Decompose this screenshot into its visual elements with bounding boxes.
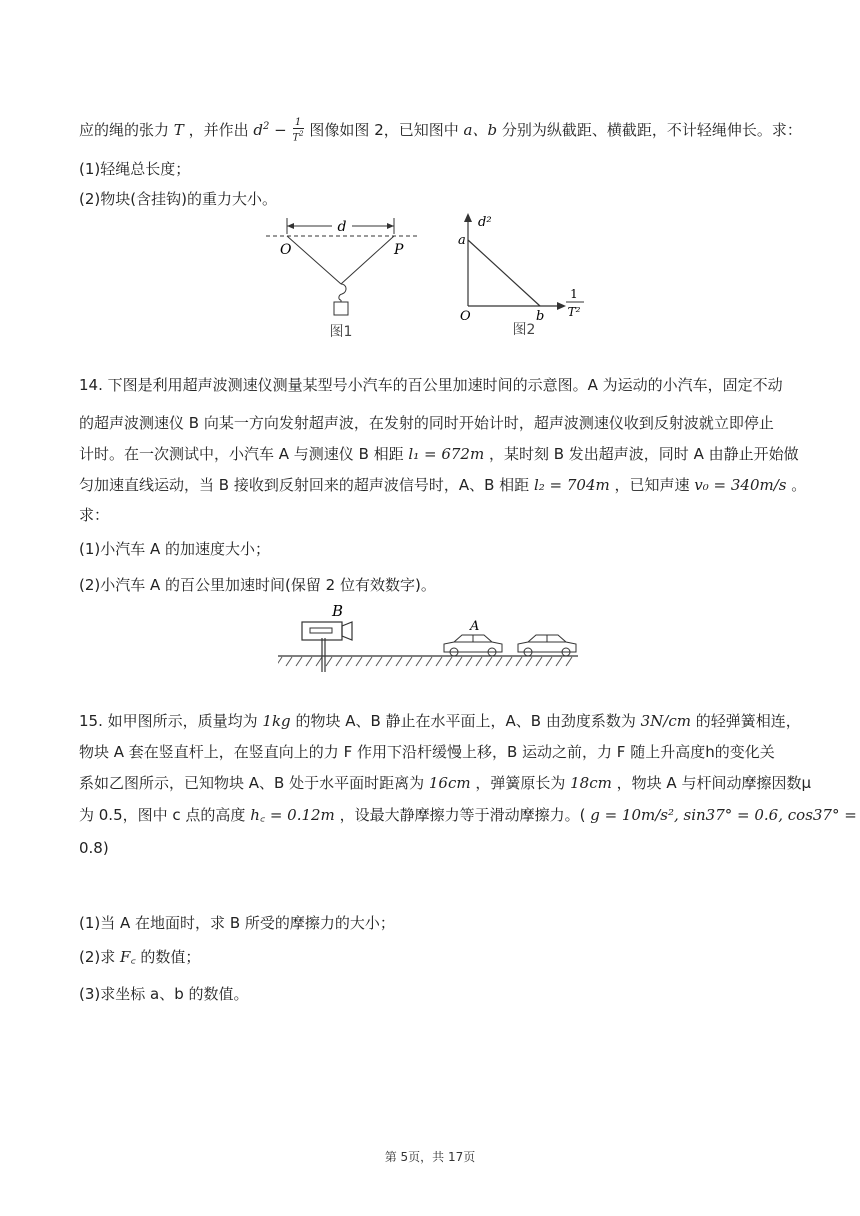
- fig2-label-O: O: [460, 309, 471, 324]
- math-T: T: [173, 121, 184, 139]
- math-l2: l₂ = 704m: [533, 476, 610, 494]
- q15-text: ，物块 A 与杆间动摩擦因数μ: [616, 774, 811, 792]
- q13-sub1: (1)轻绳总长度；: [79, 160, 191, 178]
- figure-1: [262, 214, 422, 342]
- q15-text: 15. 如甲图所示，质量均为: [79, 712, 263, 730]
- q14-text: ，已知声速: [614, 476, 690, 494]
- q15-text: 的轻弹簧相连，: [695, 712, 801, 730]
- math-k: 3N/cm: [640, 712, 691, 730]
- math-hc: h꜀ = 0.12m: [250, 806, 335, 824]
- q15-line4: [79, 804, 857, 826]
- q15-text: ，设最大静摩擦力等于滑动摩擦力。(: [339, 806, 586, 824]
- math-d: d: [253, 121, 263, 139]
- q15-line1: [79, 710, 801, 732]
- math-constants: g = 10m/s², sin37° = 0.6, cos37° =: [590, 806, 857, 824]
- q15-text: 的物块 A、B 静止在水平面上，A、B 由劲度系数为: [295, 712, 641, 730]
- q15-text: 的数值；: [140, 948, 201, 966]
- q14-sub2: (2)小汽车 A 的百公里加速时间(保留 2 位有效数字)。: [79, 576, 436, 594]
- math-ab: a、b: [463, 121, 498, 139]
- fig2-ylabel: d²: [478, 215, 492, 230]
- page-footer: 第 5页，共 17页: [384, 1150, 476, 1164]
- fig2-line: [468, 240, 540, 306]
- q13-text: 应的绳的张力: [79, 121, 170, 139]
- fig2-xlabel-den: T²: [567, 305, 581, 319]
- math-v0: v₀ = 340m/s: [694, 476, 787, 494]
- q14-line5: 求：: [79, 506, 110, 524]
- car-second: [518, 635, 576, 656]
- math-l1: l₁ = 672m: [408, 445, 485, 463]
- label-A: A: [470, 619, 480, 634]
- fig1-label-O: O: [280, 242, 292, 258]
- q14-line4: [79, 474, 806, 496]
- q14-line2: 的超声波测速仪 B 向某一方向发射超声波，在发射的同时开始计时，超声波测速仪收到反射波就立即停止: [79, 414, 774, 432]
- q13-line1: 应的绳的张力 T ，并作出 $d^2$ − $\frac{1}{T^2}$ 图像如图 2，已知图中 a、b 分别为纵截距、横截距，不计轻绳伸长。求：: [79, 116, 802, 144]
- weight-block: [334, 302, 348, 315]
- q14-line1: 14. 下图是利用超声波测速仪测量某型号小汽车的百公里加速时间的示意图。A 为运动的小汽车，固定不动: [79, 376, 783, 394]
- figure-ultrasonic: [278, 600, 580, 674]
- math-d2: $d^2$: [253, 121, 270, 139]
- q14-text: 计时。在一次测试中，小汽车 A 与测速仪 B 相距: [79, 445, 404, 463]
- q15-text: ，弹簧原长为: [475, 774, 571, 792]
- fraction-den-T: T: [292, 132, 300, 144]
- q15-text: 系如乙图所示，已知物块 A、B 处于水平面时距离为: [79, 774, 429, 792]
- math-length: 18cm: [570, 774, 612, 792]
- figure-2: [454, 210, 604, 342]
- q14-text: 匀加速直线运动，当 B 接收到反射回来的超声波信号时，A、B 相距: [79, 476, 530, 494]
- fig1-caption: 图1: [329, 324, 353, 340]
- fig2-caption: 图2: [512, 322, 536, 338]
- math-fraction: [293, 118, 304, 143]
- q15-line3: [79, 772, 811, 794]
- q14-text: 。: [791, 476, 807, 494]
- q13-text: ，并作出: [188, 121, 249, 139]
- q15-text: 为 0.5，图中 c 点的高度: [79, 806, 246, 824]
- q15-sub1: (1)当 A 在地面时，求 B 所受的摩擦力的大小；: [79, 914, 395, 932]
- fig1-label-d: d: [337, 219, 347, 235]
- math-distance: 16cm: [428, 774, 471, 792]
- fig2-xlabel-num: 1: [570, 287, 578, 301]
- q14-sub1: (1)小汽车 A 的加速度大小；: [79, 540, 271, 558]
- q14-line3: [79, 443, 799, 465]
- fig2-label-a: a: [458, 233, 466, 248]
- math-mass: 1kg: [262, 712, 291, 730]
- q15-line2: 物块 A 套在竖直杆上，在竖直向上的力 F 作用下沿杆缓慢上移，B 运动之前，力 F 随上升高度h的变化关: [79, 743, 775, 761]
- q14-text: ，某时刻 B 发出超声波，同时 A 由静止开始做: [488, 445, 799, 463]
- q15-sub3: (3)求坐标 a、b 的数值。: [79, 985, 249, 1003]
- math-Fc: F꜀: [120, 948, 136, 966]
- fig2-label-b: b: [536, 309, 545, 324]
- q13-text: 分别为纵截距、横截距，不计轻绳伸长。求：: [501, 121, 802, 139]
- q13-text: 图像如图 2，已知图中: [309, 121, 464, 139]
- fraction-numerator: 1: [293, 118, 304, 129]
- q15-line5: 0.8): [79, 839, 109, 857]
- q15-text: (2)求: [79, 948, 116, 966]
- fig1-label-P: P: [394, 242, 404, 258]
- car-A: [444, 635, 502, 656]
- fraction-denominator: $T^2$: [292, 129, 304, 144]
- q15-sub2: [79, 946, 200, 968]
- q13-sub2: (2)物块(含挂钩)的重力大小。: [79, 190, 277, 208]
- label-B: B: [332, 602, 344, 620]
